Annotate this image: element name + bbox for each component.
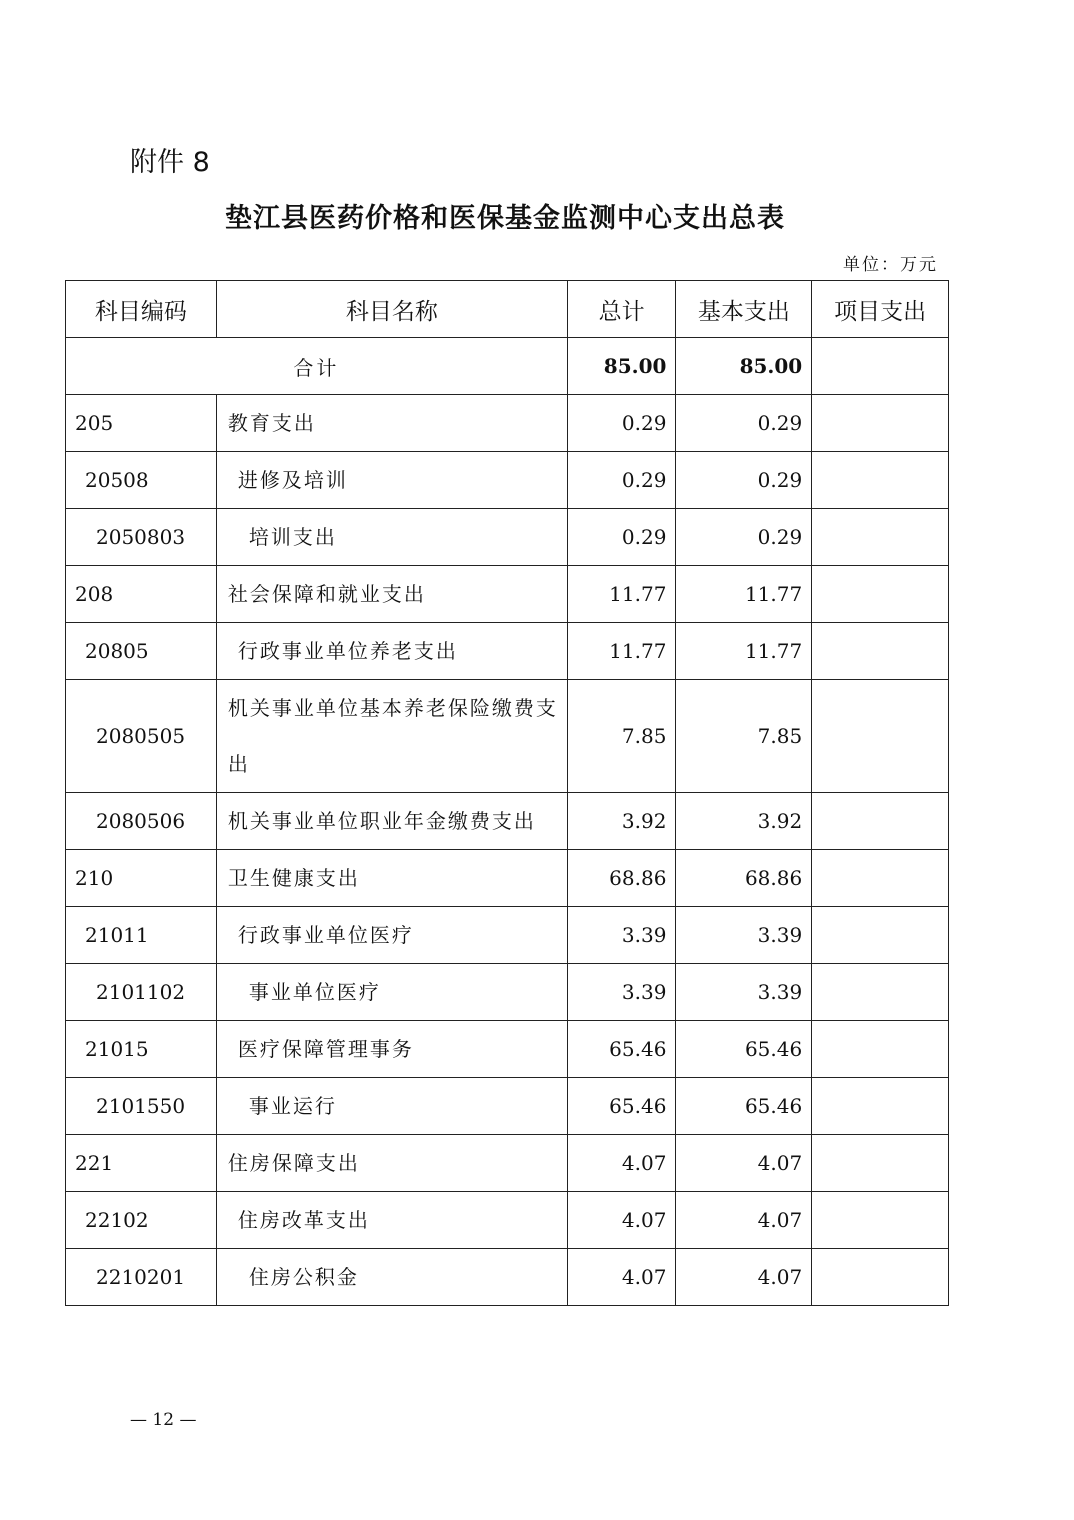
row-name: 培训支出 [216,509,567,566]
row-basic: 4.07 [676,1135,812,1192]
row-project [812,850,949,907]
row-total: 3.39 [567,964,676,1021]
row-total: 0.29 [567,395,676,452]
row-name: 住房保障支出 [216,1135,567,1192]
row-project [812,1249,949,1306]
page-number: — 12 — [130,1410,197,1430]
row-code: 21015 [66,1021,217,1078]
summary-basic: 85.00 [676,338,812,395]
table-row [66,1021,949,1078]
row-name: 住房改革支出 [216,1192,567,1249]
table-row [66,1078,949,1135]
row-total: 3.39 [567,907,676,964]
table-row [66,509,949,566]
row-total: 0.29 [567,452,676,509]
row-name: 医疗保障管理事务 [216,1021,567,1078]
row-basic: 0.29 [676,509,812,566]
row-project [812,509,949,566]
row-basic: 11.77 [676,623,812,680]
row-code: 205 [66,395,217,452]
row-name: 机关事业单位基本养老保险缴费支出 [216,680,567,793]
row-project [812,566,949,623]
summary-project [812,338,949,395]
row-total: 4.07 [567,1192,676,1249]
table-row [66,907,949,964]
summary-total: 85.00 [567,338,676,395]
row-project [812,793,949,850]
table-row [66,1192,949,1249]
row-project [812,964,949,1021]
row-total: 11.77 [567,623,676,680]
row-code: 221 [66,1135,217,1192]
row-name: 教育支出 [216,395,567,452]
row-project [812,907,949,964]
row-code: 2050803 [66,509,217,566]
expenditure-table [65,280,949,1306]
unit-label: 单位：万元 [843,255,938,275]
row-name: 行政事业单位医疗 [216,907,567,964]
table-header-row [66,281,949,338]
summary-label: 合计 [66,338,568,395]
table-row [66,1249,949,1306]
table-row [66,964,949,1021]
row-basic: 0.29 [676,395,812,452]
row-code: 21011 [66,907,217,964]
row-code: 20508 [66,452,217,509]
row-code: 208 [66,566,217,623]
row-name: 进修及培训 [216,452,567,509]
header-name: 科目名称 [216,281,567,338]
table-row [66,1135,949,1192]
row-project [812,1135,949,1192]
header-project: 项目支出 [812,281,949,338]
row-total: 68.86 [567,850,676,907]
row-code: 2101102 [66,964,217,1021]
attachment-label: 附件 8 [130,147,210,178]
row-total: 4.07 [567,1249,676,1306]
row-code: 2080506 [66,793,217,850]
row-basic: 65.46 [676,1021,812,1078]
table-row [66,566,949,623]
row-code: 2080505 [66,680,217,793]
header-code: 科目编码 [66,281,217,338]
row-basic: 3.92 [676,793,812,850]
row-total: 4.07 [567,1135,676,1192]
row-name: 机关事业单位职业年金缴费支出 [216,793,567,850]
row-code: 22102 [66,1192,217,1249]
summary-row [66,338,949,395]
page-title: 垫江县医药价格和医保基金监测中心支出总表 [225,203,785,234]
row-name: 事业单位医疗 [216,964,567,1021]
row-basic: 68.86 [676,850,812,907]
row-basic: 4.07 [676,1249,812,1306]
header-basic: 基本支出 [676,281,812,338]
row-name: 行政事业单位养老支出 [216,623,567,680]
row-basic: 0.29 [676,452,812,509]
row-basic: 65.46 [676,1078,812,1135]
row-basic: 3.39 [676,907,812,964]
row-total: 7.85 [567,680,676,793]
row-code: 210 [66,850,217,907]
row-total: 65.46 [567,1021,676,1078]
row-name: 社会保障和就业支出 [216,566,567,623]
row-total: 3.92 [567,793,676,850]
table-row [66,452,949,509]
table-row [66,793,949,850]
row-code: 2210201 [66,1249,217,1306]
row-name: 卫生健康支出 [216,850,567,907]
row-code: 2101550 [66,1078,217,1135]
row-basic: 7.85 [676,680,812,793]
row-project [812,623,949,680]
row-code: 20805 [66,623,217,680]
table-row [66,850,949,907]
table-row [66,680,949,793]
row-basic: 11.77 [676,566,812,623]
row-basic: 3.39 [676,964,812,1021]
row-project [812,1192,949,1249]
row-total: 11.77 [567,566,676,623]
row-project [812,1021,949,1078]
row-total: 65.46 [567,1078,676,1135]
row-project [812,1078,949,1135]
table-row [66,395,949,452]
row-basic: 4.07 [676,1192,812,1249]
row-project [812,452,949,509]
row-project [812,680,949,793]
header-total: 总计 [567,281,676,338]
row-name: 住房公积金 [216,1249,567,1306]
row-name: 事业运行 [216,1078,567,1135]
row-project [812,395,949,452]
table-row [66,623,949,680]
row-total: 0.29 [567,509,676,566]
